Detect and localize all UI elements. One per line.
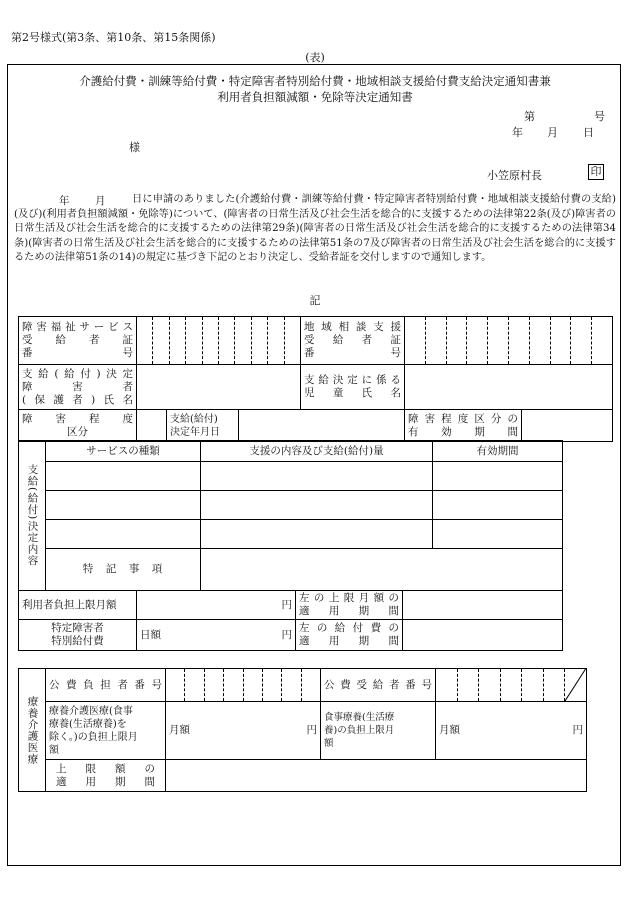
disability-degree-label: 障 害 程 度 区分 [19,410,137,442]
doc-no-suffix: 号 [594,110,605,123]
limit-period-field[interactable] [166,760,587,792]
side-label: (表) [305,51,325,64]
ki-label: 記 [309,294,321,307]
special-notes-field[interactable] [201,549,563,591]
yen-label: 円 [306,724,317,736]
date-month: 月 [547,126,558,139]
amount-cell[interactable] [201,491,433,520]
amount-cell[interactable] [201,462,433,491]
meal-limit-label: 食事療養(生活療 養)の負担上限月 額 [321,702,436,760]
benefit-apply-period-label: 左の給付費の 適 用 期 間 [296,620,403,651]
date-year: 年 [512,126,523,139]
decision-date-label: 支給(給付) 決定年月日 [167,410,239,442]
degree-valid-period-label: 障害程度区分の 有 効 期 間 [405,410,522,442]
medical-monthly-field[interactable] [166,702,321,760]
yen-label: 円 [281,628,292,641]
limit-apply-period-field[interactable] [403,591,563,620]
service-cert-number-field[interactable] [137,317,301,365]
addressee-sama: 様 [129,141,140,154]
service-type-header: サービスの種類 [46,441,201,462]
amount-cell[interactable] [201,520,433,549]
child-name-label: 支給決定に係る 児 童 氏 名 [301,365,405,410]
limit-period-label: 上 限 額 の 適 用 期 間 [46,760,166,792]
service-cell[interactable] [46,462,201,491]
body-paragraph: 日に申請のありました(介護給付費・訓練等給付費・特定障害者特別給付費・地域相談支援給付費の支給)(及び)(利用者負担額減額・免除等)について、(障害者の日常生活及び社会生活を総合的に支援するための法律第22条(及び)障害者の日常生活及び社会生活を総合的に支援するための法律第29条)(障害者の日常生活及び社会生活を総合的に支援するための法律第34条)(障害者の日常生活及び社会生活を総合的に支援するための法律第51条の7及び障害者の日常生活及び社会生活を総合的に支援するための法律第51条の14)の規定に基づき下記のとおり決定し、受給者証を交付しますので通知します。 [14,194,616,263]
body-date-year: 年 [59,195,70,207]
child-name-field[interactable] [405,365,613,410]
service-cert-label: 障害福祉サービス 受 給 者 証 番 号 [19,317,137,365]
public-recipient-label: 公費受給者番号 [321,669,436,702]
issuer: 小笠原村長 [487,169,542,182]
support-amount-header: 支援の内容及び支給(給付)量 [201,441,433,462]
decision-date-field[interactable] [239,410,405,442]
seal-mark: 印 [588,164,604,180]
degree-valid-period-field[interactable] [522,410,613,442]
benefit-apply-period-field[interactable] [403,620,563,651]
user-limit-label: 利用者負担上限月額 [19,591,137,620]
period-cell[interactable] [433,520,563,549]
content-side-label: 支給(給付)決定内容 [19,441,46,591]
user-limit-field[interactable]: 円 [137,591,296,620]
medical-limit-label: 療養介護医療(食事 療養(生活療養)を 除く。)の負担上限月 額 [46,702,166,760]
decision-content-table [18,440,563,591]
medical-side-label: 療養介護医療 [19,669,46,792]
diagonal-slash [565,669,586,701]
doc-no-prefix: 第 [524,110,535,123]
title-line-1: 介護給付費・訓練等給付費・特定障害者特別給付費・地域相談支援給付費支給決定通知書兼 [79,74,551,88]
yen-label: 円 [572,724,583,736]
community-cert-number-field[interactable] [405,317,613,365]
public-payer-number-field[interactable] [166,669,321,702]
recipient-name-label: 支給(給付)決定 障 害 者 (保護者)氏名 [19,365,137,410]
medical-care-table [18,668,587,792]
public-payer-label: 公費負担者番号 [46,669,166,702]
disability-degree-field[interactable] [137,410,167,442]
special-benefit-label: 特定障害者 特別給付費 [19,620,137,651]
limit-apply-period-label: 左の上限月額の 適 用 期 間 [296,591,403,620]
body-date-month: 月 [95,195,106,207]
limit-table [18,590,563,651]
daily-label: 日額 [140,628,161,641]
period-cell[interactable] [433,462,563,491]
form-number: 第2号様式(第3条、第10条、第15条関係) [11,31,216,44]
special-benefit-daily-field[interactable] [137,620,296,651]
special-notes-label: 特 記 事 項 [46,549,201,591]
title-line-2: 利用者負担額減額・免除等決定通知書 [217,90,413,104]
period-cell[interactable] [433,491,563,520]
monthly-label: 月額 [169,724,190,736]
valid-period-header: 有効期間 [433,441,563,462]
service-cell[interactable] [46,491,201,520]
meal-monthly-field[interactable] [436,702,587,760]
monthly-label: 月額 [439,724,460,736]
service-cell[interactable] [46,520,201,549]
decision-table [18,316,613,442]
date-day: 日 [583,126,594,139]
community-cert-label: 地域相談支援 受 給 者 証 番 号 [301,317,405,365]
recipient-name-field[interactable] [137,365,301,410]
public-recipient-number-field[interactable] [436,669,587,702]
